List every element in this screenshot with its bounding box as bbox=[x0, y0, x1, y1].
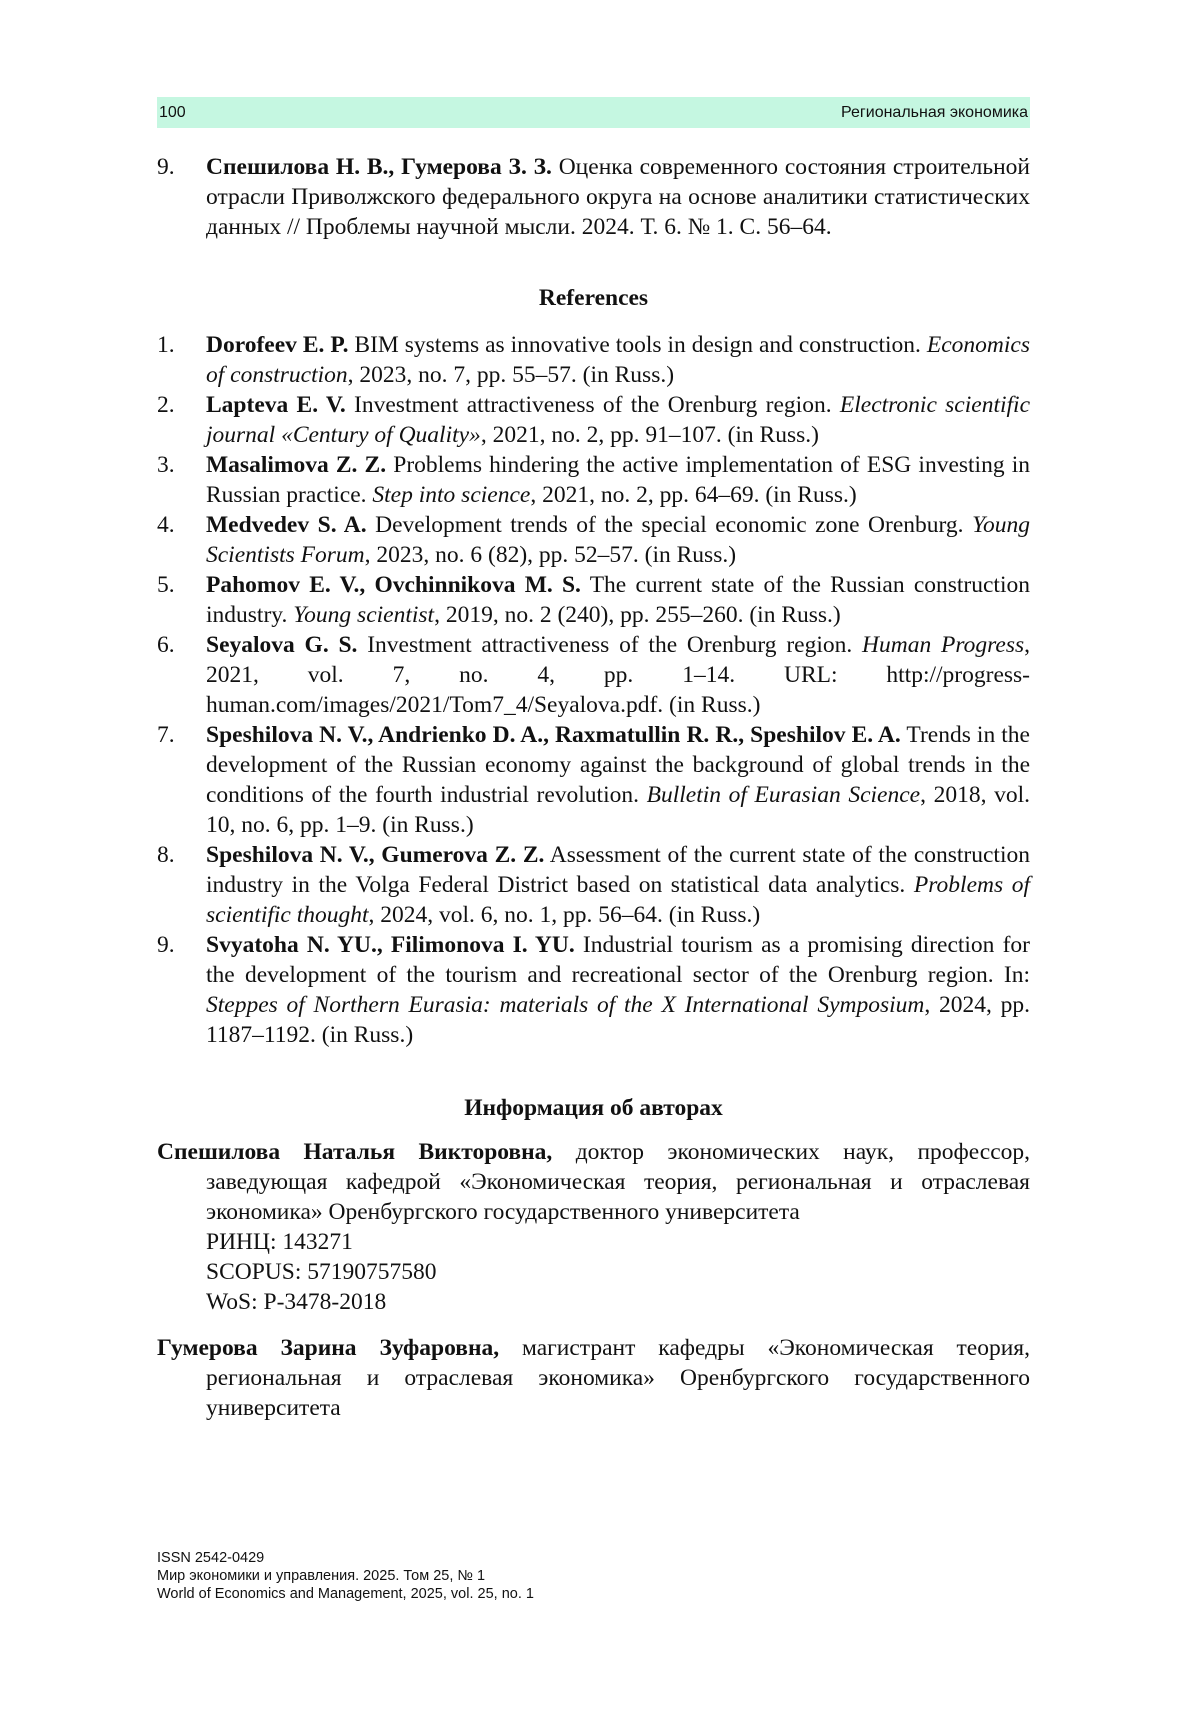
reference-journal: Bulletin of Eurasian Science bbox=[646, 782, 921, 808]
reference-number: 9. bbox=[157, 154, 175, 180]
reference-details: , 2021, no. 2, pp. 91–107. (in Russ.) bbox=[480, 422, 819, 448]
reference-text: Оценка современного состояния строительной отрасли Приволжского федерального округа на основе аналитики статистических данных // Проблемы научной мысли. 2024. Т. 6. № 1. С. 56–64. bbox=[206, 154, 1030, 240]
reference-text: Development trends of the special economic zone Orenburg. bbox=[366, 512, 973, 538]
reference-details: , 2024, pp. 1187–1192. (in Russ.) bbox=[206, 992, 1030, 1048]
author-affiliation: магистрант кафедры «Экономическая теория, региональная и отраслевая экономика» Оренбургского государственного университета bbox=[206, 1335, 1030, 1421]
reference-authors: Medvedev S. A. bbox=[206, 512, 367, 538]
section-title: Региональная экономика bbox=[841, 104, 1028, 121]
reference-item bbox=[157, 930, 1030, 1050]
reference-details: , 2018, vol. 10, no. 6, pp. 1–9. (in Russ.) bbox=[206, 782, 1030, 838]
reference-details: , 2021, vol. 7, no. 4, pp. 1–14. URL: http://progress-human.com/images/2021/Tom7_4/Seyalova.pdf. (in Russ.) bbox=[206, 632, 1030, 718]
reference-number: 5. bbox=[157, 572, 175, 598]
russian-reference bbox=[157, 152, 1030, 242]
reference-journal: Electronic scientific journal «Century of Quality» bbox=[206, 392, 1030, 448]
reference-text: The current state of the Russian construction industry. bbox=[206, 572, 1030, 628]
reference-text: Trends in the development of the Russian economy against the background of global trends in the conditions of the fourth industrial revolution. bbox=[206, 722, 1030, 808]
reference-details: , 2024, vol. 6, no. 1, pp. 56–64. (in Russ.) bbox=[368, 902, 761, 928]
references-heading: References bbox=[538, 285, 649, 311]
author-entry bbox=[157, 1333, 1030, 1423]
reference-journal: Problems of scientific thought bbox=[206, 872, 1031, 928]
reference-item bbox=[157, 330, 1030, 390]
reference-journal: Steppes of Northern Eurasia: materials of the X International Symposium bbox=[206, 992, 925, 1018]
author-description bbox=[157, 1333, 1030, 1423]
author-wos-id: WoS: P-3478-2018 bbox=[206, 1289, 387, 1315]
reference-authors: Masalimova Z. Z. bbox=[206, 452, 387, 478]
reference-text: Investment attractiveness of the Orenburg region. bbox=[345, 392, 840, 418]
authors-heading: Информация об авторах bbox=[464, 1095, 723, 1121]
reference-authors: Speshilova N. V., Gumerova Z. Z. bbox=[206, 842, 545, 868]
reference-authors: Dorofeev E. P. bbox=[206, 332, 349, 358]
reference-authors: Lapteva E. V. bbox=[206, 392, 346, 418]
reference-text: Industrial tourism as a promising direction for the development of the tourism and recreational sector of the Orenburg region. In: bbox=[206, 932, 1030, 988]
reference-number: 3. bbox=[157, 452, 175, 478]
reference-number: 6. bbox=[157, 632, 175, 658]
reference-item bbox=[157, 840, 1030, 930]
reference-details: , 2023, no. 6 (82), pp. 52–57. (in Russ.) bbox=[364, 542, 737, 568]
issn: ISSN 2542-0429 bbox=[157, 1550, 265, 1566]
author-description bbox=[157, 1137, 1030, 1227]
author-scopus-id: SCOPUS: 57190757580 bbox=[206, 1259, 437, 1285]
reference-item bbox=[157, 152, 1030, 242]
reference-number: 9. bbox=[157, 932, 175, 958]
reference-details: , 2021, no. 2, pp. 64–69. (in Russ.) bbox=[530, 482, 857, 508]
references-list bbox=[157, 330, 1030, 1050]
reference-item bbox=[157, 630, 1030, 720]
author-rinc-id: РИНЦ: 143271 bbox=[206, 1229, 353, 1255]
page-footer bbox=[157, 1549, 534, 1603]
reference-text: BIM systems as innovative tools in design and construction. bbox=[348, 332, 927, 358]
reference-authors: Pahomov E. V., Ovchinnikova M. S. bbox=[206, 572, 581, 598]
reference-item bbox=[157, 720, 1030, 840]
reference-text: Assessment of the current state of the construction industry in the Volga Federal District based on statistical data analytics. bbox=[206, 842, 1030, 898]
reference-number: 7. bbox=[157, 722, 175, 748]
reference-details: , 2019, no. 2 (240), pp. 255–260. (in Russ.) bbox=[434, 602, 841, 628]
author-entry bbox=[157, 1137, 1030, 1317]
reference-authors: Спешилова Н. В., Гумерова З. З. bbox=[206, 154, 552, 180]
reference-number: 4. bbox=[157, 512, 175, 538]
journal-title-en: World of Economics and Management, 2025, vol. 25, no. 1 bbox=[157, 1586, 534, 1602]
reference-authors: Seyalova G. S. bbox=[206, 632, 358, 658]
reference-item bbox=[157, 570, 1030, 630]
reference-journal: Young Scientists Forum bbox=[206, 512, 1030, 568]
reference-authors: Speshilova N. V., Andrienko D. A., Raxmatullin R. R., Speshilov E. A. bbox=[206, 722, 901, 748]
page-number: 100 bbox=[159, 104, 186, 121]
author-name: Спешилова Наталья Викторовна, bbox=[157, 1139, 553, 1165]
reference-number: 8. bbox=[157, 842, 175, 868]
author-name: Гумерова Зарина Зуфаровна, bbox=[157, 1335, 500, 1361]
reference-details: , 2023, no. 7, pp. 55–57. (in Russ.) bbox=[347, 362, 675, 388]
journal-title-ru: Мир экономики и управления. 2025. Том 25, № 1 bbox=[157, 1568, 486, 1584]
reference-journal: Economics of construction bbox=[206, 332, 1031, 388]
reference-number: 1. bbox=[157, 332, 175, 358]
reference-item bbox=[157, 510, 1030, 570]
reference-journal: Human Progress bbox=[862, 632, 1025, 658]
running-header bbox=[157, 97, 1030, 128]
reference-number: 2. bbox=[157, 392, 175, 418]
reference-text: Investment attractiveness of the Orenburg region. bbox=[357, 632, 863, 658]
reference-item bbox=[157, 450, 1030, 510]
reference-journal: Young scientist bbox=[293, 602, 435, 628]
reference-text: Problems hindering the active implementation of ESG investing in Russian practice. bbox=[206, 452, 1030, 508]
reference-item bbox=[157, 390, 1030, 450]
reference-authors: Svyatoha N. YU., Filimonova I. YU. bbox=[206, 932, 575, 958]
author-affiliation: доктор экономических наук, профессор, заведующая кафедрой «Экономическая теория, региональная и отраслевая экономика» Оренбургского государственного университета bbox=[206, 1139, 1030, 1225]
reference-journal: Step into science bbox=[372, 482, 531, 508]
